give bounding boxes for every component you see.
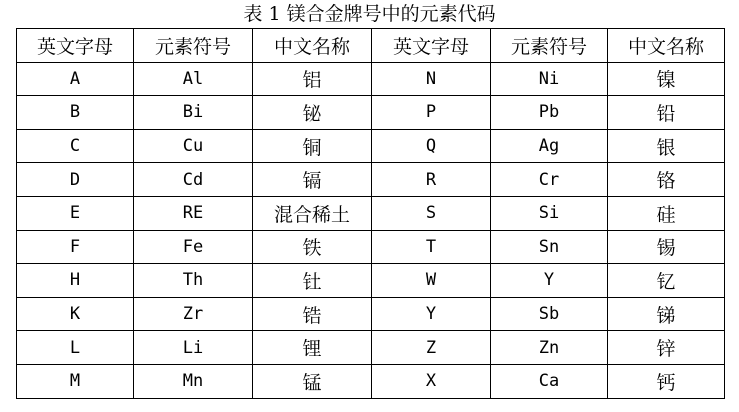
name-cell-left: 铜 (253, 129, 372, 163)
header-letter-right: 英文字母 (372, 29, 491, 63)
symbol-cell-left: Cu (134, 129, 253, 163)
name-cell-left: 锆 (253, 297, 372, 331)
letter-cell-left: E (17, 196, 134, 230)
letter-cell-right: T (372, 230, 491, 264)
header-row (17, 29, 725, 63)
name-cell-right: 硅 (608, 196, 725, 230)
table-row (17, 196, 725, 230)
symbol-cell-left: RE (134, 196, 253, 230)
header-symbol-right: 元素符号 (491, 29, 608, 63)
name-cell-right: 钙 (608, 364, 725, 398)
element-code-table (16, 28, 725, 399)
letter-cell-right: S (372, 196, 491, 230)
symbol-cell-left: Fe (134, 230, 253, 264)
symbol-cell-right: Pb (491, 96, 608, 130)
name-cell-right: 钇 (608, 264, 725, 298)
letter-cell-right: Z (372, 331, 491, 365)
symbol-cell-left: Bi (134, 96, 253, 130)
header-name-right: 中文名称 (608, 29, 725, 63)
table-header (17, 29, 725, 63)
symbol-cell-right: Ag (491, 129, 608, 163)
name-cell-left: 锰 (253, 364, 372, 398)
symbol-cell-right: Sb (491, 297, 608, 331)
letter-cell-left: B (17, 96, 134, 130)
symbol-cell-right: Ca (491, 364, 608, 398)
symbol-cell-left: Th (134, 264, 253, 298)
letter-cell-left: A (17, 62, 134, 96)
header-name-left: 中文名称 (253, 29, 372, 63)
letter-cell-left: D (17, 163, 134, 197)
name-cell-right: 银 (608, 129, 725, 163)
table-row (17, 96, 725, 130)
table-row (17, 331, 725, 365)
name-cell-right: 镍 (608, 62, 725, 96)
name-cell-right: 锡 (608, 230, 725, 264)
name-cell-left: 钍 (253, 264, 372, 298)
symbol-cell-right: Ni (491, 62, 608, 96)
table-body (17, 62, 725, 398)
name-cell-left: 镉 (253, 163, 372, 197)
name-cell-right: 铬 (608, 163, 725, 197)
letter-cell-left: C (17, 129, 134, 163)
symbol-cell-right: Cr (491, 163, 608, 197)
symbol-cell-right: Zn (491, 331, 608, 365)
name-cell-right: 锌 (608, 331, 725, 365)
symbol-cell-left: Li (134, 331, 253, 365)
table-row (17, 62, 725, 96)
symbol-cell-left: Mn (134, 364, 253, 398)
symbol-cell-right: Y (491, 264, 608, 298)
name-cell-left: 铋 (253, 96, 372, 130)
header-letter-left: 英文字母 (17, 29, 134, 63)
name-cell-left: 锂 (253, 331, 372, 365)
letter-cell-left: M (17, 364, 134, 398)
letter-cell-left: L (17, 331, 134, 365)
symbol-cell-left: Al (134, 62, 253, 96)
letter-cell-right: Y (372, 297, 491, 331)
table-caption: 表 1 镁合金牌号中的元素代码 (243, 3, 496, 25)
table-row (17, 163, 725, 197)
symbol-cell-left: Zr (134, 297, 253, 331)
name-cell-left: 铁 (253, 230, 372, 264)
symbol-cell-right: Sn (491, 230, 608, 264)
letter-cell-left: K (17, 297, 134, 331)
name-cell-right: 铅 (608, 96, 725, 130)
table-row (17, 364, 725, 398)
letter-cell-right: R (372, 163, 491, 197)
letter-cell-right: N (372, 62, 491, 96)
table-row (17, 264, 725, 298)
letter-cell-right: X (372, 364, 491, 398)
letter-cell-left: H (17, 264, 134, 298)
letter-cell-right: W (372, 264, 491, 298)
letter-cell-right: Q (372, 129, 491, 163)
symbol-cell-left: Cd (134, 163, 253, 197)
symbol-cell-right: Si (491, 196, 608, 230)
table-row (17, 297, 725, 331)
letter-cell-right: P (372, 96, 491, 130)
letter-cell-left: F (17, 230, 134, 264)
table-row (17, 129, 725, 163)
name-cell-left: 混合稀土 (253, 196, 372, 230)
header-symbol-left: 元素符号 (134, 29, 253, 63)
name-cell-right: 锑 (608, 297, 725, 331)
table-row (17, 230, 725, 264)
name-cell-left: 铝 (253, 62, 372, 96)
